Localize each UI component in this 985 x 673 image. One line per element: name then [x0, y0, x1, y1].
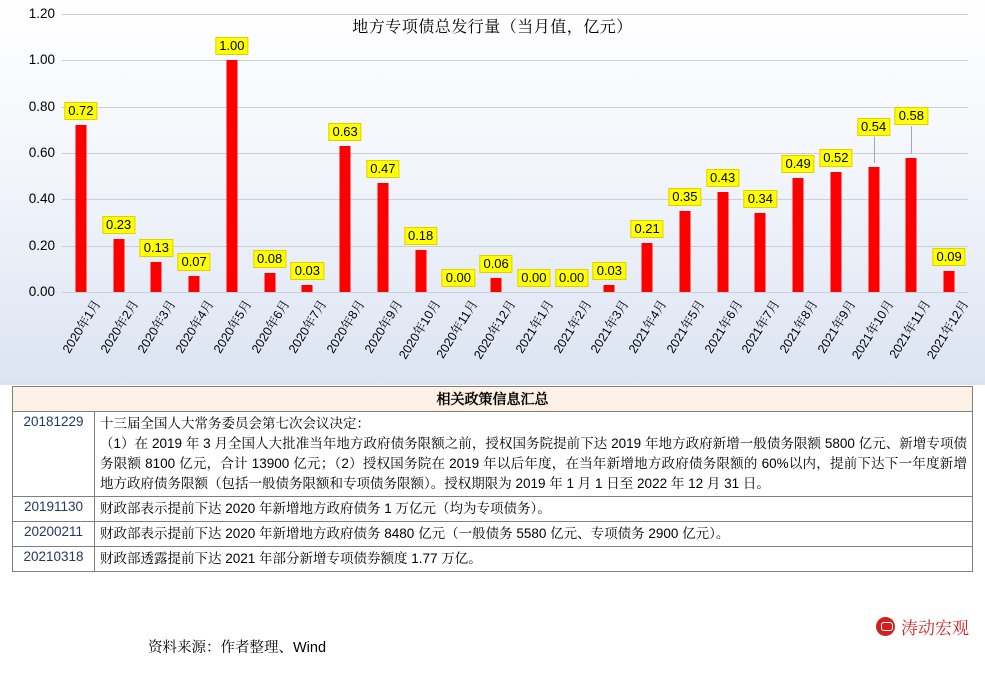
bar-series [62, 14, 968, 292]
x-axis-tick-label: 2021年5月 [663, 297, 708, 356]
bar [377, 183, 388, 292]
source-note: 资料来源：作者整理、Wind [148, 640, 327, 656]
bar [868, 167, 879, 292]
wechat-icon [876, 617, 895, 636]
bar-slot [666, 14, 704, 292]
watermark [876, 614, 969, 639]
bar-slot [855, 14, 893, 292]
bar-slot [704, 14, 742, 292]
policy-text-cell [95, 522, 973, 547]
bar [75, 125, 86, 292]
bar-slot [742, 14, 780, 292]
bar [944, 271, 955, 292]
bar [189, 276, 200, 292]
bar-value-label: 0.06 [479, 255, 512, 273]
y-axis-tick-label: 0.40 [28, 191, 55, 207]
bar-value-label: 0.03 [291, 262, 324, 280]
bar-value-label: 0.13 [140, 239, 173, 257]
bar [717, 192, 728, 292]
policy-date-cell: 20200211 [13, 522, 95, 547]
x-axis-tick-label: 2021年1月 [512, 297, 557, 356]
x-axis-tick-label: 2021年3月 [588, 297, 632, 356]
bar-slot [628, 14, 666, 292]
x-axis-tick-label: 2021年12月 [924, 297, 972, 362]
bar-value-label: 0.23 [102, 216, 135, 234]
x-axis-tick-label: 2021年6月 [701, 297, 746, 356]
policy-text-cell [95, 497, 973, 522]
policy-date-cell: 20181229 [13, 412, 95, 497]
x-axis [59, 296, 972, 376]
table-row [13, 522, 973, 547]
bar-slot [138, 14, 176, 292]
bar [679, 211, 690, 292]
y-axis-tick-label: 1.00 [28, 52, 55, 68]
x-axis-tick-label: 2020年1月 [59, 297, 104, 356]
policy-text-paragraph: 财政部表示提前下达 2020 年新增地方政府债务 1 万亿元（均为专项债务）。 [100, 501, 551, 516]
bar-slot [477, 14, 515, 292]
bar-slot [591, 14, 629, 292]
y-axis-tick-label: 0.80 [28, 98, 55, 114]
bar-value-label: 0.08 [253, 250, 286, 268]
bar-value-label: 0.18 [404, 227, 437, 245]
x-axis-tick-label: 2020年4月 [172, 297, 217, 356]
policy-table [12, 386, 973, 572]
bar-slot [440, 14, 478, 292]
bar-value-label: 0.00 [442, 269, 475, 287]
bar-value-label: 0.00 [517, 269, 550, 287]
x-axis-tick-label: 2020年2月 [97, 297, 142, 356]
bar-value-label: 0.07 [177, 253, 210, 271]
bar-value-label: 0.49 [781, 155, 814, 173]
table-row [13, 547, 973, 572]
x-axis-tick-label: 2020年7月 [286, 297, 330, 356]
bar-slot [213, 14, 251, 292]
x-axis-tick-label: 2020年10月 [395, 297, 444, 362]
x-axis-tick-label: 2021年10月 [848, 297, 897, 362]
table-row [13, 412, 973, 497]
bar-slot [930, 14, 968, 292]
policy-table-body [13, 412, 973, 572]
x-axis-tick-label: 2021年9月 [814, 297, 859, 356]
bar-slot [62, 14, 100, 292]
bar-value-label: 0.09 [932, 248, 965, 266]
bar-value-label: 0.00 [555, 269, 588, 287]
x-axis-tick-label: 2020年8月 [323, 297, 368, 356]
bar [491, 278, 502, 292]
x-axis-tick-label: 2020年6月 [248, 297, 293, 356]
bar [906, 158, 917, 292]
bar-value-label: 0.34 [744, 190, 777, 208]
table-row [13, 497, 973, 522]
bar [340, 146, 351, 292]
bar [642, 243, 653, 292]
bar-slot [175, 14, 213, 292]
bar-slot [289, 14, 327, 292]
x-axis-tick-label: 2020年9月 [361, 297, 406, 356]
policy-text-cell [95, 547, 973, 572]
x-axis-tick-label: 2020年5月 [210, 297, 255, 356]
bar-slot [326, 14, 364, 292]
bar-value-label: 0.21 [630, 220, 663, 238]
policy-text-paragraph: 财政部透露提前下达 2021 年部分新增专项债券额度 1.77 万亿。 [100, 551, 482, 566]
bar [113, 239, 124, 292]
bar [830, 172, 841, 292]
chart-title: 地方专项债总发行量（当月值，亿元） [352, 19, 633, 36]
y-axis-tick-label: 0.20 [28, 237, 55, 253]
bar [755, 213, 766, 292]
bar-slot [402, 14, 440, 292]
bar-slot [251, 14, 289, 292]
policy-text-paragraph: 财政部表示提前下达 2020 年新增地方政府债务 8480 亿元（一般债务 5580 亿元、专项债务 2900 亿元）。 [100, 526, 730, 541]
bar-value-label: 0.52 [819, 149, 852, 167]
x-axis-tick-label: 2021年8月 [776, 297, 821, 356]
bar [604, 285, 615, 292]
x-axis-tick-label: 2021年7月 [739, 297, 783, 356]
policy-date-cell: 20210318 [13, 547, 95, 572]
bar-value-label: 0.54 [857, 118, 890, 136]
bar [302, 285, 313, 292]
x-axis-tick-label: 2021年2月 [550, 297, 595, 356]
y-axis-tick-label: 0.00 [28, 284, 55, 299]
bar-value-label: 0.43 [706, 169, 739, 187]
label-leader-line [911, 126, 912, 154]
policy-table-title: 相关政策信息汇总 [13, 387, 973, 412]
x-axis-tick-label: 2020年11月 [434, 297, 481, 361]
label-leader-line [874, 137, 875, 163]
bar-slot [100, 14, 138, 292]
bar-slot [817, 14, 855, 292]
bar-value-label: 0.35 [668, 188, 701, 206]
bar [151, 262, 162, 292]
x-axis-tick-label: 2020年3月 [135, 297, 179, 356]
bar [264, 273, 275, 292]
bar-value-label: 1.00 [215, 37, 248, 55]
policy-table-wrapper [12, 386, 973, 572]
policy-text-cell [95, 412, 973, 497]
bar-value-label: 0.58 [895, 107, 928, 125]
policy-date-cell: 20191130 [13, 497, 95, 522]
policy-text-paragraph: （1）在 2019 年 3 月全国人大批准当年地方政府债务限额之前，授权国务院提前下达 2019 年地方政府新增一般债务限额 5800 亿元、新增专项债务限额 8100 亿元，合计 13900 亿元；（2）授权国务院在 2019 年以后年度，在当年新增地方政府债务限额的 60%以内，提前下达下一年度新增地方政府债务限额（包括一般债务限额和专项债务限额）。授权期限为 2019 年 1 月 1 日至 2022 年 12 月 31 日。 [100, 436, 967, 491]
y-axis-tick-label: 1.20 [28, 6, 55, 21]
bar-slot [515, 14, 553, 292]
bar-value-label: 0.03 [593, 262, 626, 280]
bar-slot [779, 14, 817, 292]
bar-slot [553, 14, 591, 292]
x-axis-tick-label: 2021年4月 [625, 297, 670, 356]
bar-slot [364, 14, 402, 292]
bar-slot [893, 14, 931, 292]
bar-value-label: 0.72 [64, 102, 97, 120]
gridline [62, 292, 968, 293]
watermark-label: 涛动宏观 [901, 619, 969, 638]
bar-value-label: 0.63 [328, 123, 361, 141]
y-axis-tick-label: 0.60 [28, 145, 55, 160]
x-axis-tick-label: 2021年11月 [887, 297, 934, 361]
policy-text-paragraph: 十三届全国人大常务委员会第七次会议决定： [100, 416, 370, 431]
bar [226, 60, 237, 292]
bar [793, 178, 804, 292]
x-axis-tick-label: 2020年12月 [471, 297, 519, 362]
bar-value-label: 0.47 [366, 160, 399, 178]
bar [415, 250, 426, 292]
